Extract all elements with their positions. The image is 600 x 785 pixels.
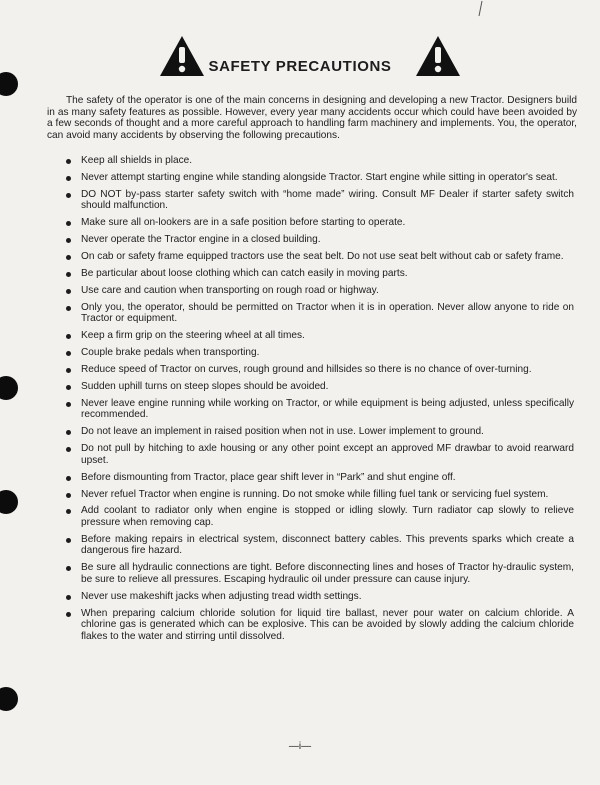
bullet-icon bbox=[66, 538, 71, 543]
page-header bbox=[0, 34, 600, 82]
rule-text: Add coolant to radiator only when engine is stopped or idling slowly. Turn radiator cap slowly to relieve pressure when removing cap. bbox=[81, 505, 574, 528]
bullet-icon bbox=[66, 238, 71, 243]
bullet-icon bbox=[66, 289, 71, 294]
list-item bbox=[62, 347, 574, 359]
bullet-icon bbox=[66, 193, 71, 198]
bullet-icon bbox=[66, 447, 71, 452]
rule-text: Before dismounting from Tractor, place gear shift lever in “Park” and shut engine off. bbox=[81, 471, 456, 483]
list-item bbox=[62, 505, 574, 528]
rule-text: Make sure all on-lookers are in a safe position before starting to operate. bbox=[81, 217, 406, 229]
rule-text: Couple brake pedals when transporting. bbox=[81, 347, 260, 359]
rule-text: Before making repairs in electrical system, disconnect battery cables. This prevents sparks which create a dangerous fire hazard. bbox=[81, 533, 574, 557]
list-item bbox=[62, 285, 574, 297]
list-item bbox=[62, 591, 574, 603]
bullet-icon bbox=[66, 272, 71, 277]
list-item bbox=[62, 172, 574, 184]
bullet-icon bbox=[66, 159, 71, 164]
rule-text: Never attempt starting engine while standing alongside Tractor. Start engine while sitting in operator's seat. bbox=[81, 171, 558, 183]
rule-text: Sudden uphill turns on steep slopes should be avoided. bbox=[81, 380, 329, 392]
list-item bbox=[62, 426, 574, 438]
rule-text: Never leave engine running while working on Tractor, or while equipment is being adjusted, unless specifically recommended. bbox=[81, 397, 574, 421]
rule-text: Keep all shields in place. bbox=[81, 155, 193, 166]
bullet-icon bbox=[66, 221, 71, 226]
bullet-icon bbox=[66, 368, 71, 373]
list-item bbox=[62, 489, 574, 501]
rule-text: Do not leave an implement in raised position when not in use. Lower implement to ground. bbox=[81, 426, 484, 438]
list-item bbox=[62, 234, 574, 246]
list-item bbox=[62, 472, 574, 484]
bullet-icon bbox=[66, 334, 71, 339]
bullet-icon bbox=[66, 176, 71, 181]
rule-text: Be sure all hydraulic connections are tight. Before disconnecting lines and hoses of Tractor hy-draulic system, be sure to relieve all pressures. Escaping hydraulic oil under pressure can cause injury. bbox=[81, 562, 574, 585]
list-item bbox=[62, 381, 574, 393]
list-item bbox=[62, 443, 574, 466]
rule-text: Keep a firm grip on the steering wheel at all times. bbox=[81, 330, 305, 342]
bullet-icon bbox=[66, 566, 71, 571]
rule-text: Do not pull by hitching to axle housing or any other point except an approved MF drawbar to avoid rearward upset. bbox=[81, 443, 574, 466]
rule-text: Be particular about loose clothing which can catch easily in moving parts. bbox=[81, 267, 408, 279]
list-item bbox=[62, 217, 574, 229]
warning-triangle-icon bbox=[414, 34, 462, 78]
rule-text: Reduce speed of Tractor on curves, rough ground and hillsides so there is no chance of over-turning. bbox=[81, 363, 532, 375]
rule-text: When preparing calcium chloride solution for liquid tire ballast, never pour water on calcium chloride. A chlorine gas is generated which can be explosive. This can be avoided by slowly adding the calcium chloride flakes to the water and stirring until dissolved. bbox=[81, 607, 574, 642]
rule-text: Never refuel Tractor when engine is running. Do not smoke while filling fuel tank or servicing fuel system. bbox=[81, 488, 549, 500]
list-item bbox=[62, 155, 574, 167]
list-item bbox=[62, 398, 574, 421]
bullet-icon bbox=[66, 385, 71, 390]
safety-rules-list bbox=[62, 155, 574, 648]
rule-text: DO NOT by-pass starter safety switch with “home made” wiring. Consult MF Dealer if starter safety switch should malfunction. bbox=[81, 188, 574, 212]
rule-text: Only you, the operator, should be permitted on Tractor when it is in operation. Never allow anyone to ride on Tractor or equipment. bbox=[81, 301, 574, 325]
bullet-icon bbox=[66, 306, 71, 311]
list-item bbox=[62, 364, 574, 376]
list-item bbox=[62, 562, 574, 585]
pen-mark bbox=[470, 0, 490, 18]
bullet-icon bbox=[66, 430, 71, 435]
list-item bbox=[62, 302, 574, 325]
bullet-icon bbox=[66, 402, 71, 407]
intro-paragraph: The safety of the operator is one of the main concerns in designing and developing a new Tractor. Designers build in as many safety features as possible. However, every year many accidents occur which could have been avoided by a few seconds of thought and a more careful approach to handling farm machinery and implements. You, the operator, can avoid many accidents by observing the following precautions. bbox=[47, 95, 577, 141]
binder-hole-upper-middle bbox=[0, 376, 18, 400]
binder-hole-bottom bbox=[0, 687, 18, 711]
page-number: —i— bbox=[288, 741, 312, 752]
list-item bbox=[62, 189, 574, 212]
bullet-icon bbox=[66, 351, 71, 356]
list-item bbox=[62, 251, 574, 263]
bullet-icon bbox=[66, 493, 71, 498]
binder-hole-lower-middle bbox=[0, 490, 18, 514]
list-item bbox=[62, 330, 574, 342]
rule-text: On cab or safety frame equipped tractors use the seat belt. Do not use seat belt without cab or safety frame. bbox=[81, 251, 564, 263]
rule-text: Never operate the Tractor engine in a closed building. bbox=[81, 234, 321, 246]
page-title: SAFETY PRECAUTIONS bbox=[208, 58, 392, 75]
bullet-icon bbox=[66, 612, 71, 617]
list-item bbox=[62, 608, 574, 643]
bullet-icon bbox=[66, 255, 71, 260]
list-item bbox=[62, 268, 574, 280]
bullet-icon bbox=[66, 476, 71, 481]
bullet-icon bbox=[66, 595, 71, 600]
rule-text: Never use makeshift jacks when adjusting tread width settings. bbox=[81, 590, 362, 602]
rule-text: Use care and caution when transporting on rough road or highway. bbox=[81, 284, 379, 296]
list-item bbox=[62, 534, 574, 557]
bullet-icon bbox=[66, 509, 71, 514]
